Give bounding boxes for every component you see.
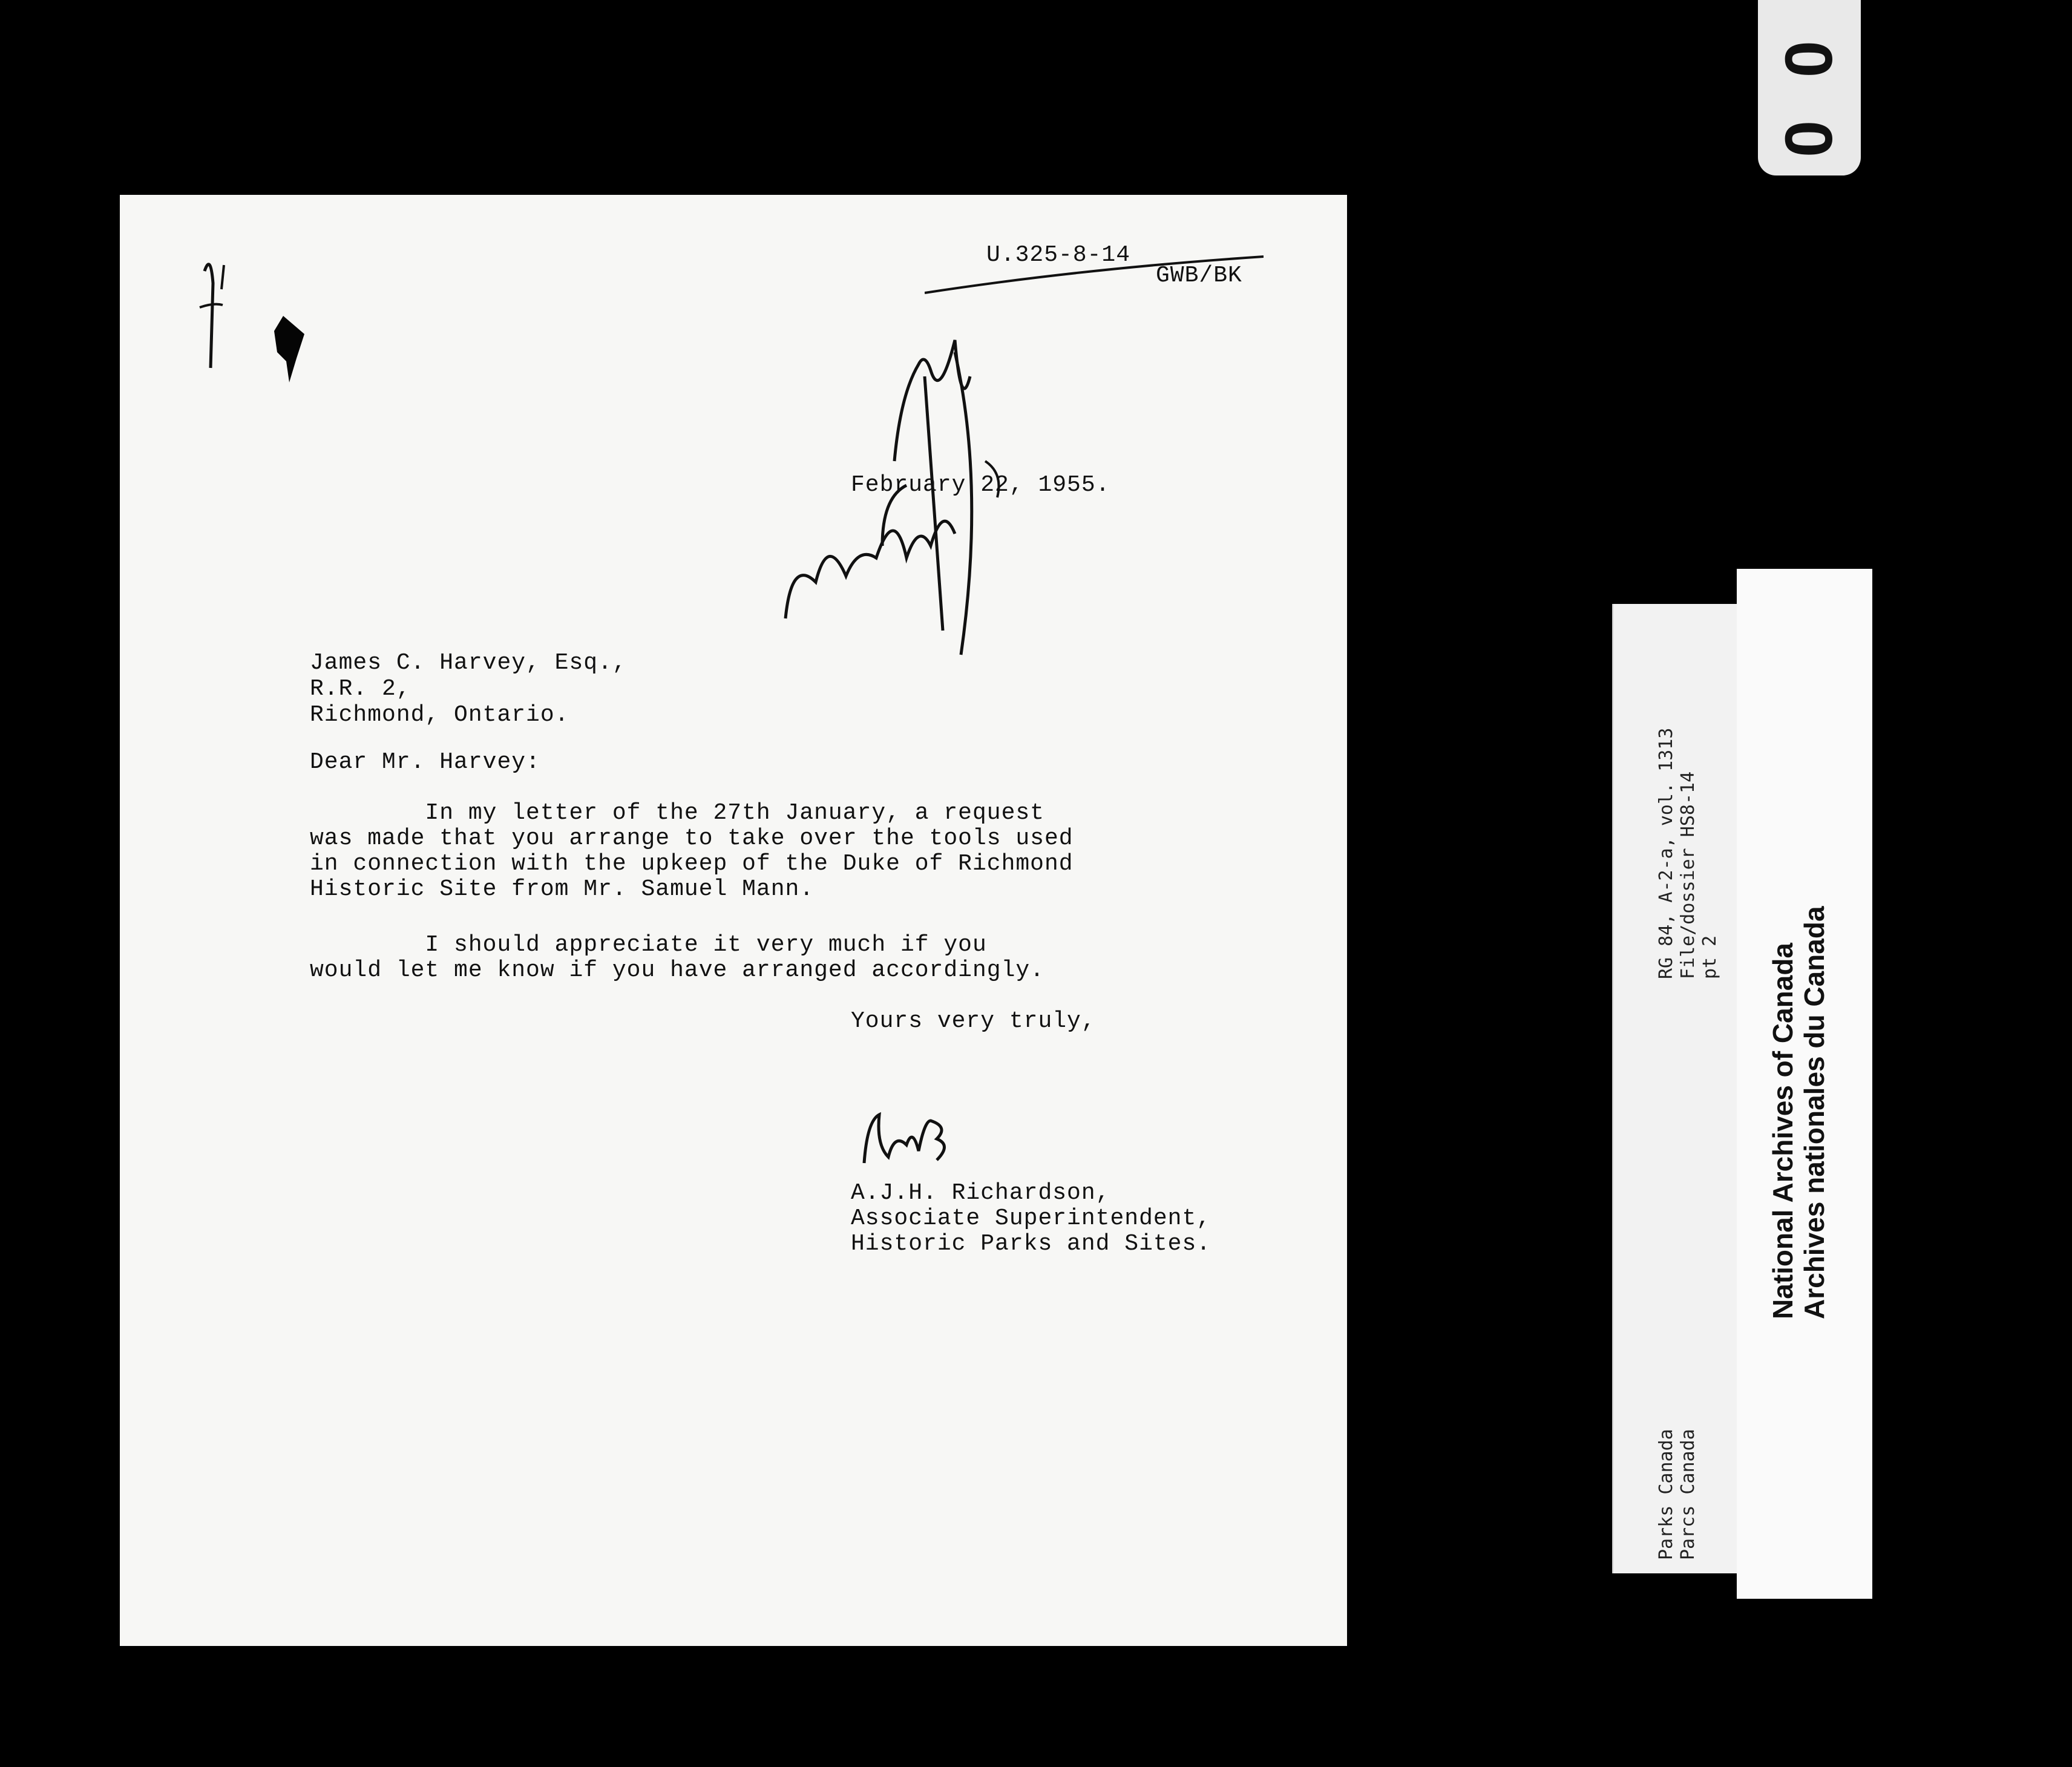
body-line: would let me know if you have arranged accordingly.: [310, 957, 1044, 983]
edge-tag: [1758, 0, 1861, 182]
agency-names: [1656, 1429, 1699, 1560]
handwritten-folio-mark: [186, 247, 253, 416]
address-line: James C. Harvey, Esq.,: [310, 650, 627, 676]
reference-line: File/dossier HS8-14: [1677, 771, 1699, 979]
address-line: Richmond, Ontario.: [310, 702, 569, 728]
handwritten-notation-days: [701, 304, 1040, 739]
body-line: I should appreciate it very much if you: [310, 932, 987, 958]
archives-line: Archives nationales du Canada: [1798, 906, 1830, 1319]
signatory-line: Historic Parks and Sites.: [851, 1231, 1211, 1257]
address-line: R.R. 2,: [310, 676, 411, 702]
archives-label-slip: [1737, 569, 1872, 1599]
agency-line: Parks Canada: [1656, 1429, 1677, 1560]
closing: Yours very truly,: [851, 1008, 1096, 1034]
archives-line: National Archives of Canada: [1767, 942, 1798, 1319]
edge-tag-text: 0 0: [1772, 28, 1846, 157]
salutation: Dear Mr. Harvey:: [310, 749, 540, 775]
signatory-line: A.J.H. Richardson,: [851, 1180, 1110, 1206]
letter-date: February 22, 1955.: [851, 472, 1110, 498]
typist-initials: GWB/BK: [1156, 263, 1242, 289]
archive-reference-slip: [1612, 604, 1737, 1573]
ink-blot: [259, 304, 320, 388]
signatory-line: Associate Superintendent,: [851, 1205, 1211, 1231]
body-line: Historic Site from Mr. Samuel Mann.: [310, 876, 815, 902]
body-line: In my letter of the 27th January, a request: [310, 800, 1044, 826]
body-line: in connection with the upkeep of the Duke of Richmond: [310, 851, 1074, 877]
handwritten-initials-signature: [852, 1103, 955, 1175]
agency-line: Parcs Canada: [1677, 1429, 1699, 1560]
reference-line: RG 84, A-2-a, vol. 1313: [1656, 727, 1677, 979]
archives-name: [1767, 906, 1830, 1319]
archive-reference: [1656, 728, 1721, 979]
file-reference: U.325-8-14: [986, 242, 1131, 268]
reference-line: pt 2: [1699, 935, 1720, 979]
body-line: was made that you arrange to take over the tools used: [310, 825, 1074, 851]
letter-page: [120, 195, 1347, 1646]
